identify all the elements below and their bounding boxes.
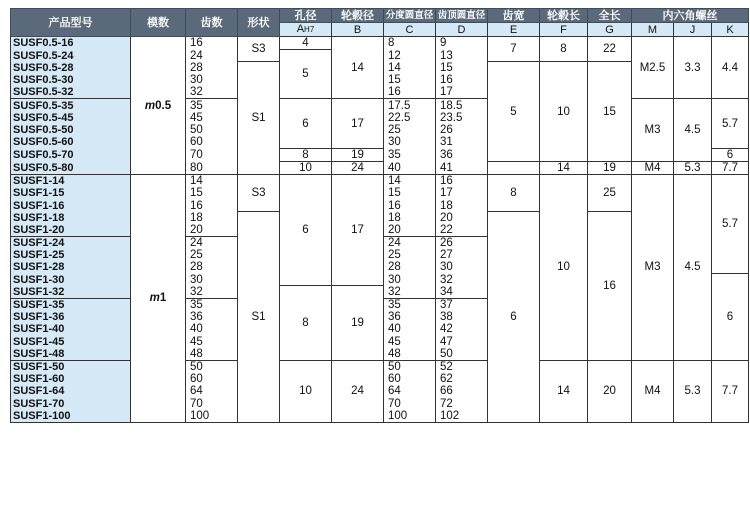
bore-cell: 8: [280, 286, 332, 361]
screw-k-cell: 5.7: [712, 175, 749, 274]
model-cell: SUSF1-16: [11, 199, 131, 211]
shape-cell: S3: [238, 175, 280, 212]
face-width-cell: 6: [488, 212, 540, 423]
header-hub-diameter: 轮毂径: [332, 9, 384, 23]
header-module: 模数: [131, 9, 186, 37]
pitch-diameter-cell: 40: [384, 161, 436, 174]
header-hex-screw: 内六角螺丝: [632, 9, 749, 23]
pitch-diameter-cell: 32: [384, 286, 436, 299]
header-hub-length: 轮毂长: [540, 9, 588, 23]
header-pitch-diameter: 分度圆直径: [384, 9, 436, 23]
shape-cell: S3: [238, 37, 280, 62]
unit-f: F: [540, 23, 588, 37]
table-row: [11, 99, 749, 112]
pitch-diameter-cell: 60: [384, 373, 436, 385]
overall-length-cell: 19: [588, 161, 632, 174]
screw-k-cell: 6: [712, 148, 749, 161]
model-cell: SUSF1-30: [11, 274, 131, 286]
pitch-diameter-cell: 30: [384, 136, 436, 148]
outside-diameter-cell: 34: [436, 286, 488, 299]
header-overall-length: 全长: [588, 9, 632, 23]
pitch-diameter-cell: 15: [384, 187, 436, 199]
bore-cell: 5: [280, 50, 332, 99]
teeth-cell: 40: [186, 323, 238, 335]
screw-j-cell: 4.5: [674, 99, 712, 161]
teeth-cell: 18: [186, 212, 238, 224]
pitch-diameter-cell: 70: [384, 397, 436, 409]
screw-k-cell: 5.7: [712, 99, 749, 148]
outside-diameter-cell: 18.5: [436, 99, 488, 112]
teeth-cell: 25: [186, 249, 238, 261]
pitch-diameter-cell: 45: [384, 336, 436, 348]
pitch-diameter-cell: 100: [384, 410, 436, 423]
outside-diameter-cell: 18: [436, 199, 488, 211]
outside-diameter-cell: 17: [436, 86, 488, 99]
header-row: [11, 9, 749, 23]
screw-m-cell: M3: [632, 175, 674, 361]
pitch-diameter-cell: 50: [384, 360, 436, 373]
model-cell: SUSF0.5-24: [11, 50, 131, 62]
model-cell: SUSF0.5-32: [11, 86, 131, 99]
outside-diameter-cell: 32: [436, 274, 488, 286]
module-cell: m0.5: [131, 37, 186, 175]
outside-diameter-cell: 66: [436, 385, 488, 397]
model-cell: SUSF0.5-16: [11, 37, 131, 50]
teeth-cell: 45: [186, 112, 238, 124]
model-cell: SUSF1-40: [11, 323, 131, 335]
header-bore: 孔径: [280, 9, 332, 23]
unit-d: D: [436, 23, 488, 37]
outside-diameter-cell: 16: [436, 175, 488, 188]
outside-diameter-cell: 41: [436, 161, 488, 174]
bore-cell: 6: [280, 175, 332, 286]
teeth-cell: 14: [186, 175, 238, 188]
unit-e: E: [488, 23, 540, 37]
table-row: [11, 161, 749, 174]
teeth-cell: 28: [186, 261, 238, 273]
model-cell: SUSF1-100: [11, 410, 131, 423]
unit-j: J: [674, 23, 712, 37]
unit-b: B: [332, 23, 384, 37]
pitch-diameter-cell: 12: [384, 50, 436, 62]
face-width-cell: 5: [488, 62, 540, 162]
overall-length-cell: 16: [588, 212, 632, 361]
unit-m: M: [632, 23, 674, 37]
teeth-cell: 64: [186, 385, 238, 397]
unit-k: K: [712, 23, 749, 37]
module-cell: m1: [131, 175, 186, 423]
pitch-diameter-cell: 16: [384, 86, 436, 99]
teeth-cell: 50: [186, 360, 238, 373]
screw-k-cell: 4.4: [712, 37, 749, 99]
model-cell: SUSF1-70: [11, 397, 131, 409]
outside-diameter-cell: 102: [436, 410, 488, 423]
outside-diameter-cell: 42: [436, 323, 488, 335]
outside-diameter-cell: 13: [436, 50, 488, 62]
model-cell: SUSF1-24: [11, 237, 131, 250]
outside-diameter-cell: 26: [436, 237, 488, 250]
outside-diameter-cell: 37: [436, 298, 488, 311]
model-cell: SUSF0.5-45: [11, 112, 131, 124]
table-row: [11, 37, 749, 50]
model-cell: SUSF1-60: [11, 373, 131, 385]
hub-diameter-cell: 14: [332, 37, 384, 99]
teeth-cell: 60: [186, 373, 238, 385]
teeth-cell: 15: [186, 187, 238, 199]
model-cell: SUSF1-18: [11, 212, 131, 224]
model-cell: SUSF1-64: [11, 385, 131, 397]
table-row: [11, 175, 749, 188]
pitch-diameter-cell: 25: [384, 249, 436, 261]
model-cell: SUSF0.5-28: [11, 62, 131, 74]
model-cell: SUSF1-25: [11, 249, 131, 261]
model-cell: SUSF0.5-60: [11, 136, 131, 148]
pitch-diameter-cell: 22.5: [384, 112, 436, 124]
teeth-cell: 35: [186, 99, 238, 112]
teeth-cell: 60: [186, 136, 238, 148]
teeth-cell: 45: [186, 336, 238, 348]
pitch-diameter-cell: 35: [384, 298, 436, 311]
model-cell: SUSF0.5-80: [11, 161, 131, 174]
bore-cell: 10: [280, 161, 332, 174]
model-cell: SUSF1-20: [11, 224, 131, 237]
screw-m-cell: M4: [632, 360, 674, 422]
face-width-cell: 7: [488, 37, 540, 62]
pitch-diameter-cell: 36: [384, 311, 436, 323]
face-width-cell: 8: [488, 175, 540, 212]
teeth-cell: 30: [186, 274, 238, 286]
header-teeth: 齿数: [186, 9, 238, 37]
screw-k-cell: 6: [712, 274, 749, 361]
bore-cell: 10: [280, 360, 332, 422]
teeth-cell: 32: [186, 286, 238, 299]
pitch-diameter-cell: 8: [384, 37, 436, 50]
pitch-diameter-cell: 35: [384, 148, 436, 161]
header-model: 产品型号: [11, 9, 131, 37]
pitch-diameter-cell: 18: [384, 212, 436, 224]
header-face-width: 齿宽: [488, 9, 540, 23]
outside-diameter-cell: 15: [436, 62, 488, 74]
teeth-cell: 100: [186, 410, 238, 423]
bore-cell: 8: [280, 148, 332, 161]
screw-j-cell: 5.3: [674, 161, 712, 174]
pitch-diameter-cell: 14: [384, 62, 436, 74]
pitch-diameter-cell: 40: [384, 323, 436, 335]
model-cell: SUSF1-48: [11, 348, 131, 361]
outside-diameter-cell: 22: [436, 224, 488, 237]
model-cell: SUSF0.5-70: [11, 148, 131, 161]
pitch-diameter-cell: 48: [384, 348, 436, 361]
hub-diameter-cell: 17: [332, 175, 384, 286]
teeth-cell: 80: [186, 161, 238, 174]
outside-diameter-cell: 38: [436, 311, 488, 323]
bore-cell: 6: [280, 99, 332, 148]
model-cell: SUSF1-35: [11, 298, 131, 311]
teeth-cell: 70: [186, 148, 238, 161]
outside-diameter-cell: 16: [436, 74, 488, 86]
header-shape: 形状: [238, 9, 280, 37]
screw-m-cell: M2.5: [632, 37, 674, 99]
teeth-cell: 70: [186, 397, 238, 409]
screw-m-cell: M3: [632, 99, 674, 161]
table-row: [11, 360, 749, 373]
outside-diameter-cell: 72: [436, 397, 488, 409]
outside-diameter-cell: 62: [436, 373, 488, 385]
screw-k-cell: 7.7: [712, 360, 749, 422]
outside-diameter-cell: 30: [436, 261, 488, 273]
screw-m-cell: M4: [632, 161, 674, 174]
gear-spec-table: [10, 8, 749, 423]
teeth-cell: 35: [186, 298, 238, 311]
outside-diameter-cell: 9: [436, 37, 488, 50]
teeth-cell: 36: [186, 311, 238, 323]
hub-length-cell: 8: [540, 37, 588, 62]
hub-length-cell: 14: [540, 161, 588, 174]
model-cell: SUSF1-45: [11, 336, 131, 348]
pitch-diameter-cell: 24: [384, 237, 436, 250]
pitch-diameter-cell: 16: [384, 199, 436, 211]
outside-diameter-cell: 47: [436, 336, 488, 348]
hub-length-cell: 10: [540, 175, 588, 361]
teeth-cell: 24: [186, 237, 238, 250]
pitch-diameter-cell: 30: [384, 274, 436, 286]
overall-length-cell: 22: [588, 37, 632, 62]
pitch-diameter-cell: 15: [384, 74, 436, 86]
outside-diameter-cell: 36: [436, 148, 488, 161]
header-outside-diameter: 齿顶圆直径: [436, 9, 488, 23]
outside-diameter-cell: 17: [436, 187, 488, 199]
hub-diameter-cell: 24: [332, 161, 384, 174]
screw-j-cell: 3.3: [674, 37, 712, 99]
model-cell: SUSF1-15: [11, 187, 131, 199]
hub-diameter-cell: 24: [332, 360, 384, 422]
outside-diameter-cell: 20: [436, 212, 488, 224]
hub-diameter-cell: 19: [332, 286, 384, 361]
overall-length-cell: 15: [588, 62, 632, 162]
overall-length-cell: 25: [588, 175, 632, 212]
bore-cell: 4: [280, 37, 332, 50]
outside-diameter-cell: 23.5: [436, 112, 488, 124]
teeth-cell: 50: [186, 124, 238, 136]
teeth-cell: 20: [186, 224, 238, 237]
model-cell: SUSF1-14: [11, 175, 131, 188]
screw-j-cell: 5.3: [674, 360, 712, 422]
teeth-cell: 30: [186, 74, 238, 86]
teeth-cell: 32: [186, 86, 238, 99]
model-cell: SUSF1-32: [11, 286, 131, 299]
pitch-diameter-cell: 14: [384, 175, 436, 188]
model-cell: SUSF0.5-30: [11, 74, 131, 86]
model-cell: SUSF1-50: [11, 360, 131, 373]
outside-diameter-cell: 31: [436, 136, 488, 148]
screw-j-cell: 4.5: [674, 175, 712, 361]
model-cell: SUSF0.5-50: [11, 124, 131, 136]
face-width-cell: [488, 161, 540, 174]
outside-diameter-cell: 50: [436, 348, 488, 361]
shape-cell: S1: [238, 212, 280, 423]
pitch-diameter-cell: 20: [384, 224, 436, 237]
model-cell: SUSF1-36: [11, 311, 131, 323]
teeth-cell: 16: [186, 199, 238, 211]
teeth-cell: 24: [186, 50, 238, 62]
overall-length-cell: 20: [588, 360, 632, 422]
shape-cell: S1: [238, 62, 280, 175]
teeth-cell: 48: [186, 348, 238, 361]
teeth-cell: 28: [186, 62, 238, 74]
pitch-diameter-cell: 28: [384, 261, 436, 273]
teeth-cell: 16: [186, 37, 238, 50]
outside-diameter-cell: 27: [436, 249, 488, 261]
unit-g: G: [588, 23, 632, 37]
pitch-diameter-cell: 17.5: [384, 99, 436, 112]
model-cell: SUSF0.5-35: [11, 99, 131, 112]
hub-diameter-cell: 17: [332, 99, 384, 148]
unit-c: C: [384, 23, 436, 37]
hub-length-cell: 10: [540, 62, 588, 162]
screw-k-cell: 7.7: [712, 161, 749, 174]
pitch-diameter-cell: 64: [384, 385, 436, 397]
outside-diameter-cell: 26: [436, 124, 488, 136]
outside-diameter-cell: 52: [436, 360, 488, 373]
pitch-diameter-cell: 25: [384, 124, 436, 136]
hub-length-cell: 14: [540, 360, 588, 422]
model-cell: SUSF1-28: [11, 261, 131, 273]
unit-a: AH7: [280, 23, 332, 37]
hub-diameter-cell: 19: [332, 148, 384, 161]
